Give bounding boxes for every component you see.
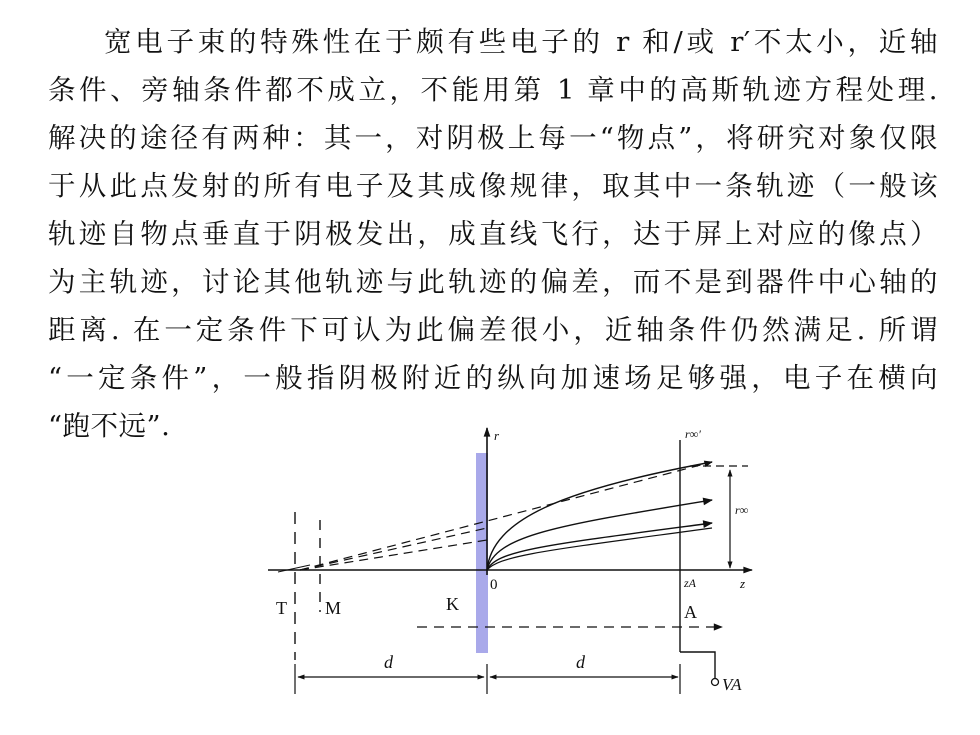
dashed-ray-upper — [300, 462, 712, 570]
dashed-ray-mid — [300, 528, 487, 570]
va-terminal — [712, 679, 719, 686]
anode-lead — [680, 652, 715, 678]
origin-label: 0 — [490, 577, 498, 593]
paragraph-line: 轨迹自物点垂直于阴极发出，成直线飞行，达于屏上对应的像点） — [48, 218, 938, 250]
paragraph-line: 距离. 在一定条件下可认为此偏差很小，近轴条件仍然满足. 所谓 — [48, 314, 938, 346]
z-axis-label: z — [740, 576, 746, 591]
d-right-label: d — [576, 652, 585, 672]
paragraph-line: “一定条件”，一般指阴极附近的纵向加速场足够强，电子在横向 — [48, 362, 938, 394]
trajectory-bottom — [487, 528, 712, 570]
za-label: zA — [684, 576, 696, 590]
dashed-ray-lower — [300, 540, 487, 570]
trajectory-lower — [487, 523, 712, 570]
r-axis-label: r — [494, 428, 500, 443]
k-label: K — [446, 594, 459, 614]
paragraph-line: 宽电子束的特殊性在于颇有些电子的 r 和/或 r′不太小，近轴 — [104, 26, 938, 58]
a-label: A — [684, 602, 697, 622]
va-label: VA — [722, 675, 742, 694]
paragraph-line: 解决的途径有两种：其一，对阴极上每一“物点”，将研究对象仅限 — [48, 122, 938, 154]
paragraph-line: “跑不远”. — [48, 410, 171, 442]
paragraph-line: 为主轨迹，讨论其他轨迹与此轨迹的偏差，而不是到器件中心轴的 — [48, 266, 938, 298]
paragraph-line: 于从此点发射的所有电子及其成像规律，取其中一条轨迹（一般该 — [48, 170, 938, 202]
m-label: M — [325, 598, 342, 618]
d-left-label: d — [384, 652, 393, 672]
trajectory-top — [487, 462, 712, 570]
paragraph-line: 条件、旁轴条件都不成立，不能用第 1 章中的高斯轨迹方程处理. — [48, 74, 938, 106]
trajectory-middle — [487, 500, 712, 570]
r-inf-label: r∞ — [735, 503, 749, 517]
r-inf-prime-label: r∞′ — [685, 427, 701, 441]
t-label: T — [276, 598, 287, 618]
